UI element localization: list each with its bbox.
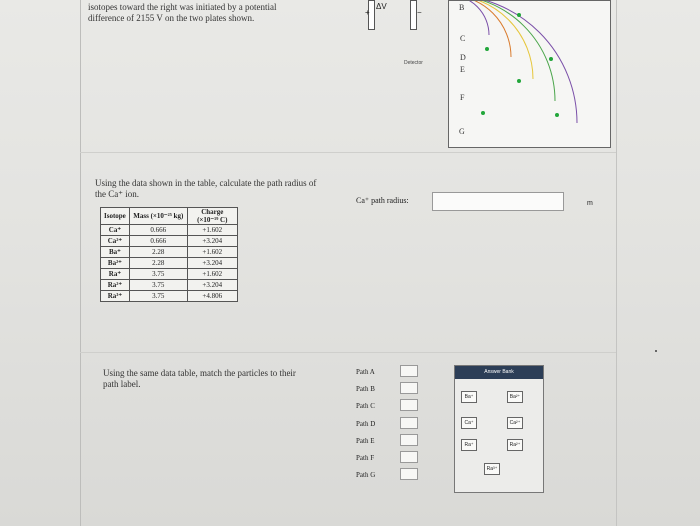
- column-header-charge: Charge (×10⁻¹⁹ C): [187, 208, 237, 225]
- column-header-isotope: Isotope: [101, 208, 130, 225]
- question-match-line-1: Using the same data table, match the particles to their: [103, 368, 296, 378]
- question-radius-text: [95, 178, 345, 200]
- charge-cell: +1.602: [187, 247, 237, 258]
- voltage-label: ΔV: [376, 2, 387, 11]
- path-g-drop-target[interactable]: [400, 468, 418, 480]
- path-arc: [449, 1, 577, 123]
- table-row: [101, 269, 238, 280]
- speck-mark: [655, 350, 657, 352]
- isotope-cell: Ra²⁺: [101, 280, 130, 291]
- answer-chip-ra-2plus[interactable]: Ra²⁺: [507, 439, 523, 451]
- charge-cell: +1.602: [187, 225, 237, 236]
- detector-label: Detector: [404, 60, 423, 66]
- path-label-e: E: [460, 65, 465, 74]
- charge-cell: +4.806: [187, 291, 237, 302]
- path-b-label: Path B: [356, 385, 375, 393]
- table-row: [101, 236, 238, 247]
- path-label-g: G: [459, 127, 465, 136]
- answer-bank-title: Answer Bank: [455, 366, 543, 379]
- table-row: [101, 247, 238, 258]
- parallel-plates: [365, 0, 420, 32]
- path-d-label: Path D: [356, 420, 376, 428]
- path-label-b: B: [459, 3, 465, 12]
- isotope-cell: Ra³⁺: [101, 291, 130, 302]
- isotope-data-table: [100, 207, 238, 302]
- answer-chip-ba-plus[interactable]: Ba⁺: [461, 391, 477, 403]
- isotope-cell: Ca²⁺: [101, 236, 130, 247]
- path-arc: [449, 1, 555, 101]
- path-d-drop-target[interactable]: [400, 417, 418, 429]
- table-row: [101, 258, 238, 269]
- intro-line-2: difference of 2155 V on the two plates shown.: [88, 13, 255, 23]
- charge-cell: +3.204: [187, 258, 237, 269]
- path-a-drop-target[interactable]: [400, 365, 418, 377]
- radius-answer-input[interactable]: [432, 192, 564, 211]
- mass-cell: 2.28: [129, 247, 187, 258]
- negative-plate: [410, 0, 417, 30]
- charge-cell: +3.204: [187, 280, 237, 291]
- answer-chip-ca-2plus[interactable]: Ca²⁺: [507, 417, 523, 429]
- path-g-label: Path G: [356, 471, 376, 479]
- answer-chip-ra-3plus[interactable]: Ra³⁺: [484, 463, 500, 475]
- mass-cell: 0.666: [129, 236, 187, 247]
- path-c-label: Path C: [356, 402, 375, 410]
- charge-cell: +3.204: [187, 236, 237, 247]
- mass-cell: 0.666: [129, 225, 187, 236]
- magnetic-field-region: [448, 0, 611, 148]
- table-header-row: [101, 208, 238, 225]
- isotope-cell: Ba²⁺: [101, 258, 130, 269]
- content-left-border: [80, 0, 81, 526]
- column-header-mass: Mass (×10⁻²⁵ kg): [129, 208, 187, 225]
- intro-text: [88, 2, 328, 24]
- answer-chip-ra-plus[interactable]: Ra⁺: [461, 439, 477, 451]
- mass-cell: 2.28: [129, 258, 187, 269]
- path-f-label: Path F: [356, 454, 375, 462]
- question-radius-line-2: the Ca⁺ ion.: [95, 189, 139, 199]
- table-row: [101, 291, 238, 302]
- section-divider: [80, 352, 616, 353]
- answer-chip-ba-2plus[interactable]: Ba²⁺: [507, 391, 523, 403]
- charge-cell: +1.602: [187, 269, 237, 280]
- radius-label: Ca⁺ path radius:: [356, 196, 409, 205]
- radius-unit: m: [587, 200, 593, 207]
- path-f-drop-target[interactable]: [400, 451, 418, 463]
- path-arc: [449, 1, 489, 35]
- mass-cell: 3.75: [129, 269, 187, 280]
- plus-sign: +: [365, 8, 370, 17]
- isotope-cell: Ra⁺: [101, 269, 130, 280]
- answer-chip-ca-plus[interactable]: Ca⁺: [461, 417, 477, 429]
- question-match-text: [103, 368, 323, 390]
- path-a-label: Path A: [356, 368, 375, 376]
- mass-cell: 3.75: [129, 291, 187, 302]
- answer-bank: [454, 365, 544, 493]
- isotope-cell: Ba⁺: [101, 247, 130, 258]
- question-match-line-2: path label.: [103, 379, 141, 389]
- intro-line-1: isotopes toward the right was initiated by a potential: [88, 2, 277, 12]
- section-divider: [80, 152, 616, 153]
- particle-paths-diagram: [449, 1, 611, 148]
- path-label-f: F: [460, 93, 465, 102]
- path-label-d: D: [460, 53, 466, 62]
- minus-sign: −: [417, 8, 422, 17]
- table-row: [101, 225, 238, 236]
- path-b-drop-target[interactable]: [400, 382, 418, 394]
- path-e-label: Path E: [356, 437, 375, 445]
- path-e-drop-target[interactable]: [400, 434, 418, 446]
- path-c-drop-target[interactable]: [400, 399, 418, 411]
- content-right-border: [616, 0, 617, 526]
- table-row: [101, 280, 238, 291]
- path-label-c: C: [460, 34, 466, 43]
- question-radius-line-1: Using the data shown in the table, calculate the path radius of: [95, 178, 317, 188]
- mass-cell: 3.75: [129, 280, 187, 291]
- isotope-cell: Ca⁺: [101, 225, 130, 236]
